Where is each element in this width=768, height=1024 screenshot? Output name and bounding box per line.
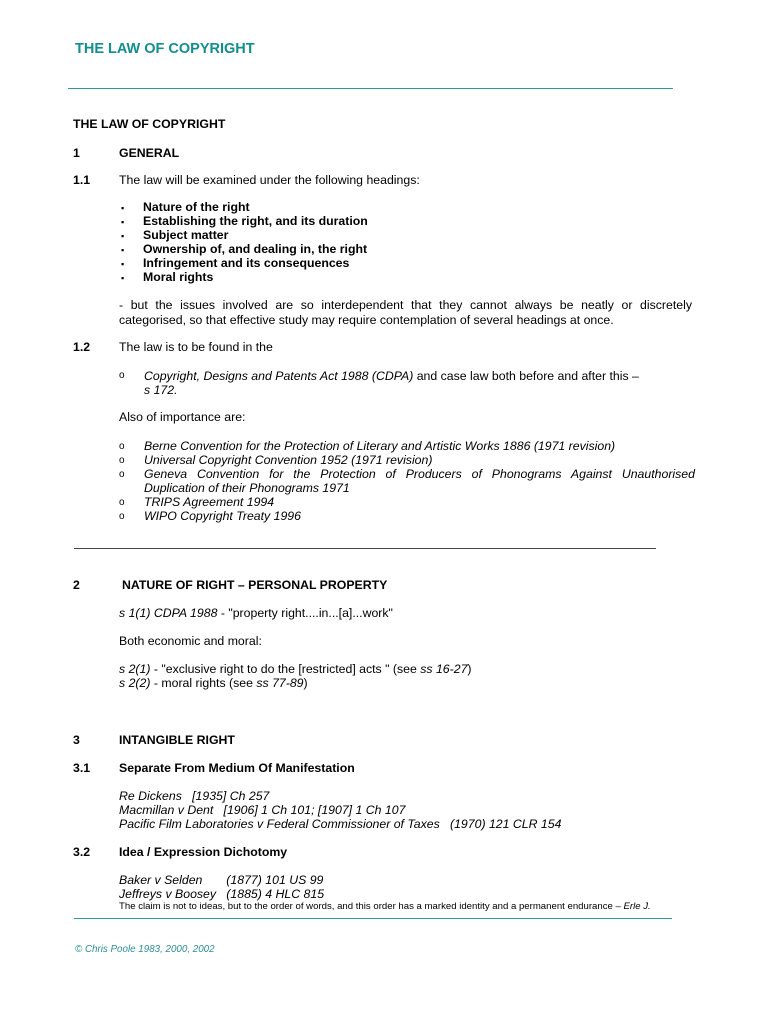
s2-1-line: [119, 662, 472, 676]
cdpa-item-line2: s 172.: [144, 383, 178, 397]
case-citation: Pacific Film Laboratories v Federal Commissioner of Taxes (1970) 121 CLR 154: [119, 817, 562, 831]
section-divider: [74, 548, 656, 549]
circle-bullet-icon: o: [119, 455, 125, 466]
circle-bullet-icon: o: [119, 497, 125, 508]
circle-bullet-icon: o: [119, 469, 125, 480]
doc-title: THE LAW OF COPYRIGHT: [73, 117, 226, 131]
section-1-number: 1: [73, 146, 80, 160]
para-1-2-number: 1.2: [73, 340, 91, 354]
cdpa-act-name: Copyright, Designs and Patents Act 1988 (CDPA): [144, 369, 414, 383]
bullet-icon: ▪: [121, 203, 125, 213]
list-item: Infringement and its consequences: [143, 256, 350, 270]
case-citation: Jeffreys v Boosey (1885) 4 HLC 815: [119, 887, 325, 901]
footer-copyright: © Chris Poole 1983, 2000, 2002: [75, 944, 215, 955]
list-item-continuation: Duplication of their Phonograms 1971: [144, 481, 350, 495]
s2-2-see-ref: ss 77-89: [256, 676, 304, 690]
erle-quote: [119, 901, 651, 912]
case-citation: Baker v Selden (1877) 101 US 99: [119, 873, 324, 887]
case-citation: Macmillan v Dent [1906] 1 Ch 101; [1907] 1 Ch 107: [119, 803, 406, 817]
list-item: TRIPS Agreement 1994: [144, 495, 275, 509]
para-3-1-heading: Separate From Medium Of Manifestation: [119, 761, 355, 775]
quote-author: Erle J.: [623, 901, 651, 912]
quote-text: The claim is not to ideas, but to the order of words, and this order has a marked identity and a permanent endurance –: [119, 901, 624, 912]
section-2-number: 2: [73, 578, 80, 592]
cdpa-item-text: and case law both before and after this –: [413, 369, 639, 383]
bullet-icon: ▪: [121, 217, 125, 227]
list-item: Ownership of, and dealing in, the right: [143, 242, 368, 256]
s2-1-see-ref: ss 16-27: [420, 662, 468, 676]
section-1-heading: GENERAL: [119, 146, 180, 160]
bullet-icon: ▪: [121, 273, 125, 283]
s2-2-ref: s 2(2): [119, 676, 151, 690]
s2-2-text: - moral rights (see: [150, 676, 257, 690]
list-item: Establishing the right, and its duration: [143, 214, 368, 228]
para-1-2-text: The law is to be found in the: [119, 340, 273, 354]
footer-rule: [74, 918, 672, 919]
para-1-1-number: 1.1: [73, 173, 91, 187]
also-importance-text: Also of importance are:: [119, 410, 246, 424]
list-item: Geneva Convention for the Protection of Producers of Phonograms Against Unauthorised: [144, 467, 695, 481]
s2-2-line: [119, 676, 308, 690]
circle-bullet-icon: o: [119, 370, 125, 381]
bullet-icon: ▪: [121, 259, 125, 269]
s2-1-ref: s 2(1): [119, 662, 151, 676]
bullet-icon: ▪: [121, 245, 125, 255]
para-3-2-heading: Idea / Expression Dichotomy: [119, 845, 288, 859]
circle-bullet-icon: o: [119, 441, 125, 452]
s2-2-close: ): [303, 676, 308, 690]
para-3-2-number: 3.2: [73, 845, 91, 859]
page-header-title: THE LAW OF COPYRIGHT: [75, 41, 255, 57]
section-2-heading: NATURE OF RIGHT – PERSONAL PROPERTY: [122, 578, 388, 592]
para-1-1-text: The law will be examined under the following headings:: [119, 173, 420, 187]
s2-1-close: ): [467, 662, 472, 676]
list-item: WIPO Copyright Treaty 1996: [144, 509, 301, 523]
section-3-number: 3: [73, 733, 80, 747]
list-item: Universal Copyright Convention 1952 (1971 revision): [144, 453, 433, 467]
bullet-icon: ▪: [121, 231, 125, 241]
case-citation: Re Dickens [1935] Ch 257: [119, 789, 270, 803]
list-item: Nature of the right: [143, 200, 250, 214]
s2-statute-line: [119, 606, 393, 620]
section-3-heading: INTANGIBLE RIGHT: [119, 733, 235, 747]
header-rule: [68, 88, 673, 89]
para-3-1-number: 3.1: [73, 761, 91, 775]
s2-statute-ref: s 1(1) CDPA 1988: [119, 606, 218, 620]
para-1-1-tail: - but the issues involved are so interdependent that they cannot always be neatly or discretely categorised, so that effective study may require contemplation of several headings at once.: [119, 298, 692, 327]
s2-statute-quote: - "property right....in...[a]...work": [217, 606, 393, 620]
circle-bullet-icon: o: [119, 511, 125, 522]
list-item: Berne Convention for the Protection of Literary and Artistic Works 1886 (1971 revision): [144, 439, 616, 453]
s2-both-text: Both economic and moral:: [119, 634, 262, 648]
list-item: Subject matter: [143, 228, 229, 242]
s2-1-text: - "exclusive right to do the [restricted] acts " (see: [150, 662, 421, 676]
list-item: Moral rights: [143, 270, 214, 284]
cdpa-item: [144, 369, 695, 383]
